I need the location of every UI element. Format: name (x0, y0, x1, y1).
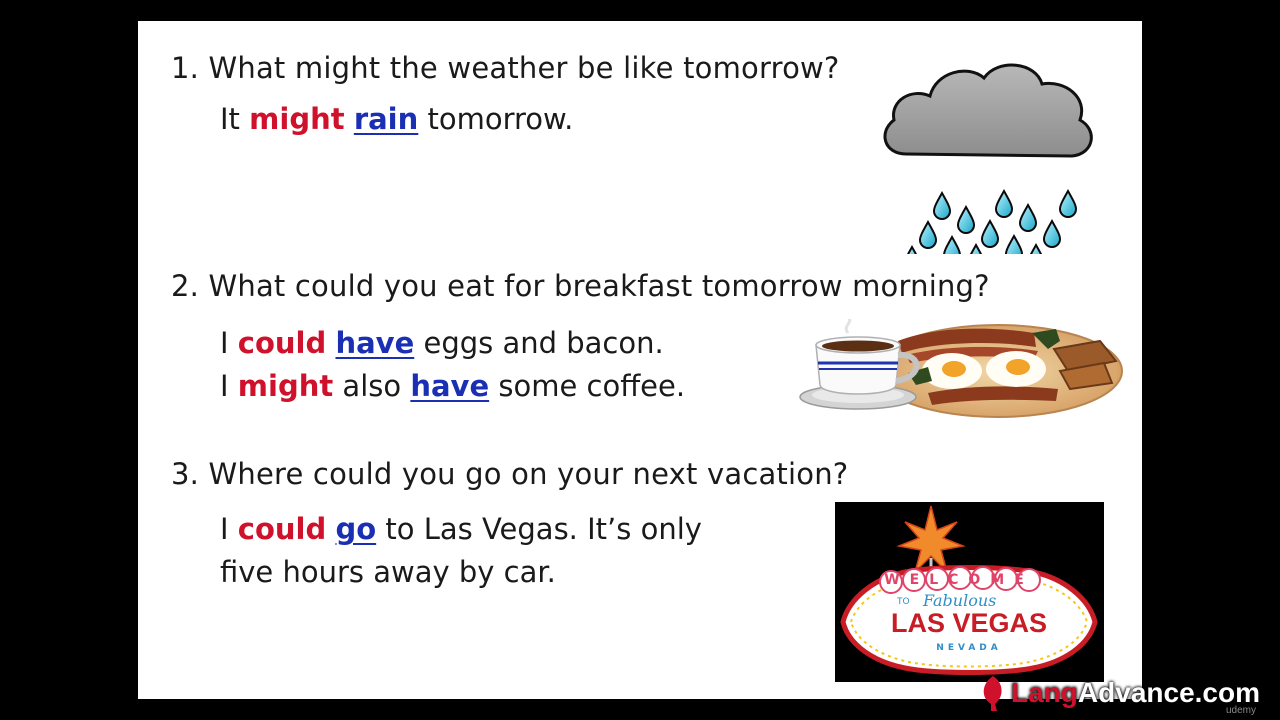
sign-welcome: WELCOME (884, 572, 1034, 588)
platform-watermark: udemy (1225, 705, 1256, 716)
main-verb: rain (353, 102, 419, 136)
brand-logo (979, 674, 1260, 712)
leaf-logo-icon (979, 674, 1005, 712)
brand-advance: Advance.com (1077, 677, 1260, 708)
main-verb: have (410, 369, 490, 403)
answer-text: I (220, 369, 238, 403)
answer-2-line-1 (220, 321, 664, 365)
answer-2-line-2 (220, 364, 685, 408)
modal-verb: might (249, 102, 345, 136)
answer-text (345, 102, 354, 136)
answer-text: eggs and bacon. (414, 326, 664, 360)
answer-text: I (220, 326, 238, 360)
question-2: 2. What could you eat for breakfast tomorrow morning? (171, 269, 990, 303)
answer-text: five hours away by car. (220, 555, 556, 589)
modal-verb: could (237, 326, 327, 360)
brand-lang: Lang (1011, 677, 1078, 708)
answer-text: to Las Vegas. It’s only (376, 512, 702, 546)
answer-text: also (333, 369, 411, 403)
answer-1 (220, 97, 573, 141)
slide (138, 21, 1142, 699)
answer-3-line-2 (220, 550, 556, 594)
question-3: 3. Where could you go on your next vacation? (171, 457, 849, 491)
sign-state: NEVADA (936, 643, 1002, 653)
answer-text: tomorrow. (418, 102, 574, 136)
question-1: 1. What might the weather be like tomorrow? (171, 51, 840, 85)
rain-cloud-icon (876, 54, 1102, 254)
modal-verb: might (237, 369, 334, 403)
sign-city: LAS VEGAS (890, 608, 1048, 638)
answer-text: It (220, 102, 250, 136)
sign-fabulous: Fabulous (923, 591, 997, 610)
answer-text: some coffee. (489, 369, 686, 403)
las-vegas-sign-icon (835, 502, 1104, 682)
answer-text: I (220, 512, 238, 546)
sign-to: TO (897, 597, 910, 607)
breakfast-plate-icon (798, 319, 1128, 423)
answer-3-line-1 (220, 507, 702, 551)
main-verb: go (335, 512, 377, 546)
main-verb: have (335, 326, 415, 360)
modal-verb: could (237, 512, 327, 546)
